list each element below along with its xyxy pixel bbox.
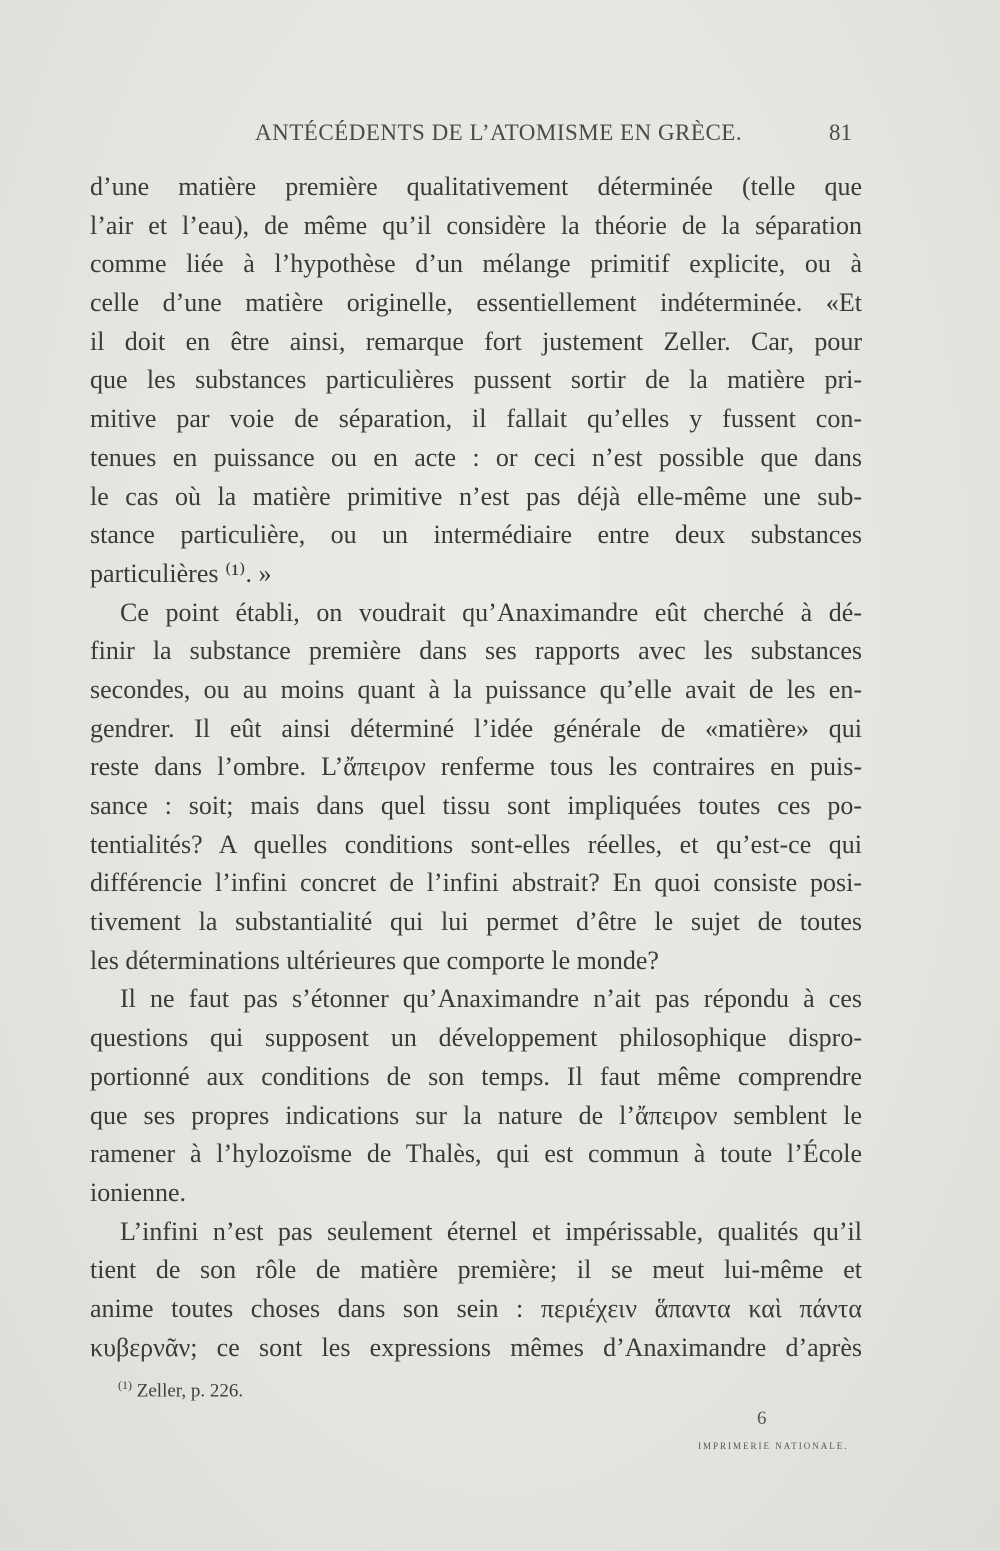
text-line: L’infini n’est pas seulement éternel et impérissable, qualités qu’il bbox=[120, 1216, 862, 1246]
running-head bbox=[90, 120, 852, 154]
text-line: celle d’une matière originelle, essentiellement indéterminée. «Et bbox=[90, 288, 862, 318]
text-line: différencie l’infini concret de l’infini abstrait? En quoi consiste posi- bbox=[90, 868, 862, 898]
text-line: mitive par voie de séparation, il fallait qu’elles y fussent con- bbox=[90, 404, 862, 434]
text-line: tient de son rôle de matière première; il se meut lui-même et bbox=[90, 1255, 862, 1285]
text-line: que ses propres indications sur la nature de l’ἄπειρον semblent le bbox=[90, 1100, 862, 1130]
text-line: tentialités? A quelles conditions sont-elles réelles, et qu’est-ce qui bbox=[90, 829, 862, 859]
running-title: ANTÉCÉDENTS DE L’ATOMISME EN GRÈCE. bbox=[255, 120, 743, 145]
text-line: finir la substance première dans ses rapports avec les substances bbox=[90, 636, 862, 666]
text-line: stance particulière, ou un intermédiaire entre deux substances bbox=[90, 520, 862, 550]
text-line: reste dans l’ombre. L’ἄπειρον renferme tous les contraires en puis- bbox=[90, 752, 862, 782]
text-line: le cas où la matière primitive n’est pas déjà elle-même une sub- bbox=[90, 481, 862, 511]
text-line: il doit en être ainsi, remarque fort justement Zeller. Car, pour bbox=[90, 326, 862, 356]
text-line: que les substances particulières pussent sortir de la matière pri- bbox=[90, 365, 862, 395]
signature-mark: 6 bbox=[757, 1408, 767, 1429]
text-line: sance : soit; mais dans quel tissu sont impliquées toutes ces po- bbox=[90, 791, 862, 820]
text-line: d’une matière première qualitativement déterminée (telle que bbox=[90, 172, 862, 201]
footnote bbox=[118, 1378, 243, 1402]
text-line: ramener à l’hylozoïsme de Thalès, qui est commun à toute l’École bbox=[90, 1139, 862, 1169]
text-line: l’air et l’eau), de même qu’il considère la théorie de la séparation bbox=[90, 210, 862, 240]
footnote-marker: (1) bbox=[118, 1378, 132, 1392]
text-line: tenues en puissance ou en acte : or ceci n’est possible que dans bbox=[90, 442, 862, 472]
text-line: Ce point établi, on voudrait qu’Anaximandre eût cherché à dé- bbox=[120, 597, 862, 627]
body-text bbox=[90, 168, 862, 1367]
text-line: κυβερνᾶν; ce sont les expressions mêmes d’Anaximandre d’après bbox=[90, 1332, 862, 1362]
text-line: questions qui supposent un développement philosophique dispro- bbox=[90, 1023, 862, 1053]
text-line: particulières ⁽¹⁾. » bbox=[90, 558, 272, 588]
imprint-line: IMPRIMERIE NATIONALE. bbox=[698, 1441, 849, 1451]
text-line: secondes, ou au moins quant à la puissance qu’elle avait de les en- bbox=[90, 674, 862, 704]
text-line: gendrer. Il eût ainsi déterminé l’idée générale de «matière» qui bbox=[90, 713, 862, 743]
text-line: tivement la substantialité qui lui permet d’être le sujet de toutes bbox=[90, 907, 862, 937]
text-line: anime toutes choses dans son sein : περιέχειν ἅπαντα καὶ πάντα bbox=[90, 1293, 862, 1323]
text-line: Il ne faut pas s’étonner qu’Anaximandre n’ait pas répondu à ces bbox=[120, 984, 862, 1014]
text-line: portionné aux conditions de son temps. Il faut même comprendre bbox=[90, 1061, 862, 1091]
footnote-text: Zeller, p. 226. bbox=[136, 1380, 244, 1402]
page-number: 81 bbox=[829, 120, 852, 145]
text-line: les déterminations ultérieures que comporte le monde? bbox=[90, 945, 659, 975]
text-line: comme liée à l’hypothèse d’un mélange primitif explicite, ou à bbox=[90, 249, 862, 279]
text-line: ionienne. bbox=[90, 1177, 187, 1207]
